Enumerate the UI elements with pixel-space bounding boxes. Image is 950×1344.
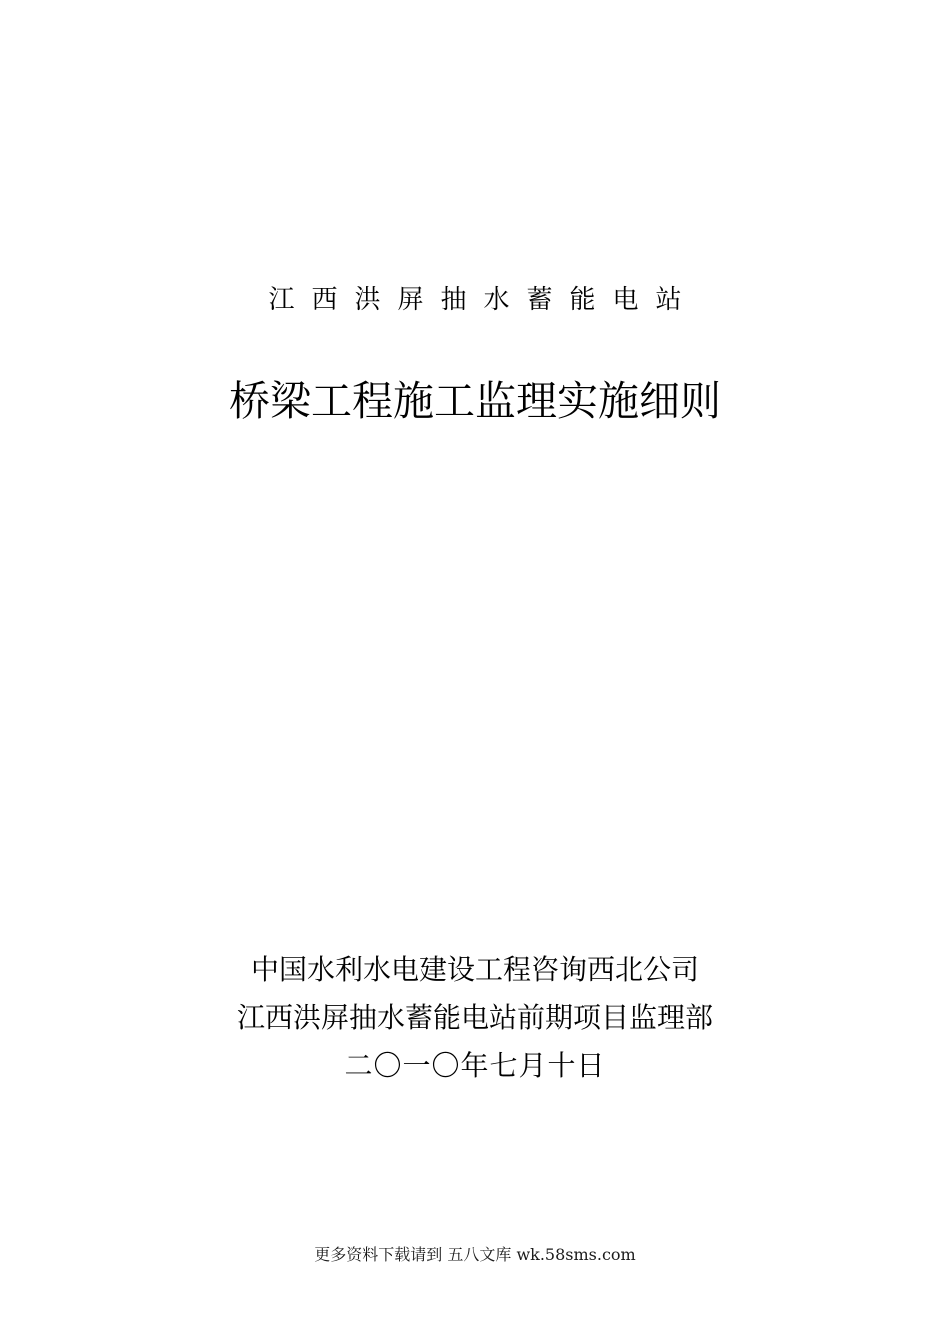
organization-name: 中国水利水电建设工程咨询西北公司 [250,953,699,986]
issue-date: 二〇一〇年七月十日 [344,1049,606,1082]
project-name: 江西洪屏抽水蓄能电站 [268,285,699,315]
footer-note: 更多资料下载请到 五八文库 wk.58sms.com [314,1245,636,1264]
issuer-block [0,946,950,1090]
department-name: 江西洪屏抽水蓄能电站前期项目监理部 [236,1001,713,1034]
document-title: 桥梁工程施工监理实施细则 [229,377,721,425]
